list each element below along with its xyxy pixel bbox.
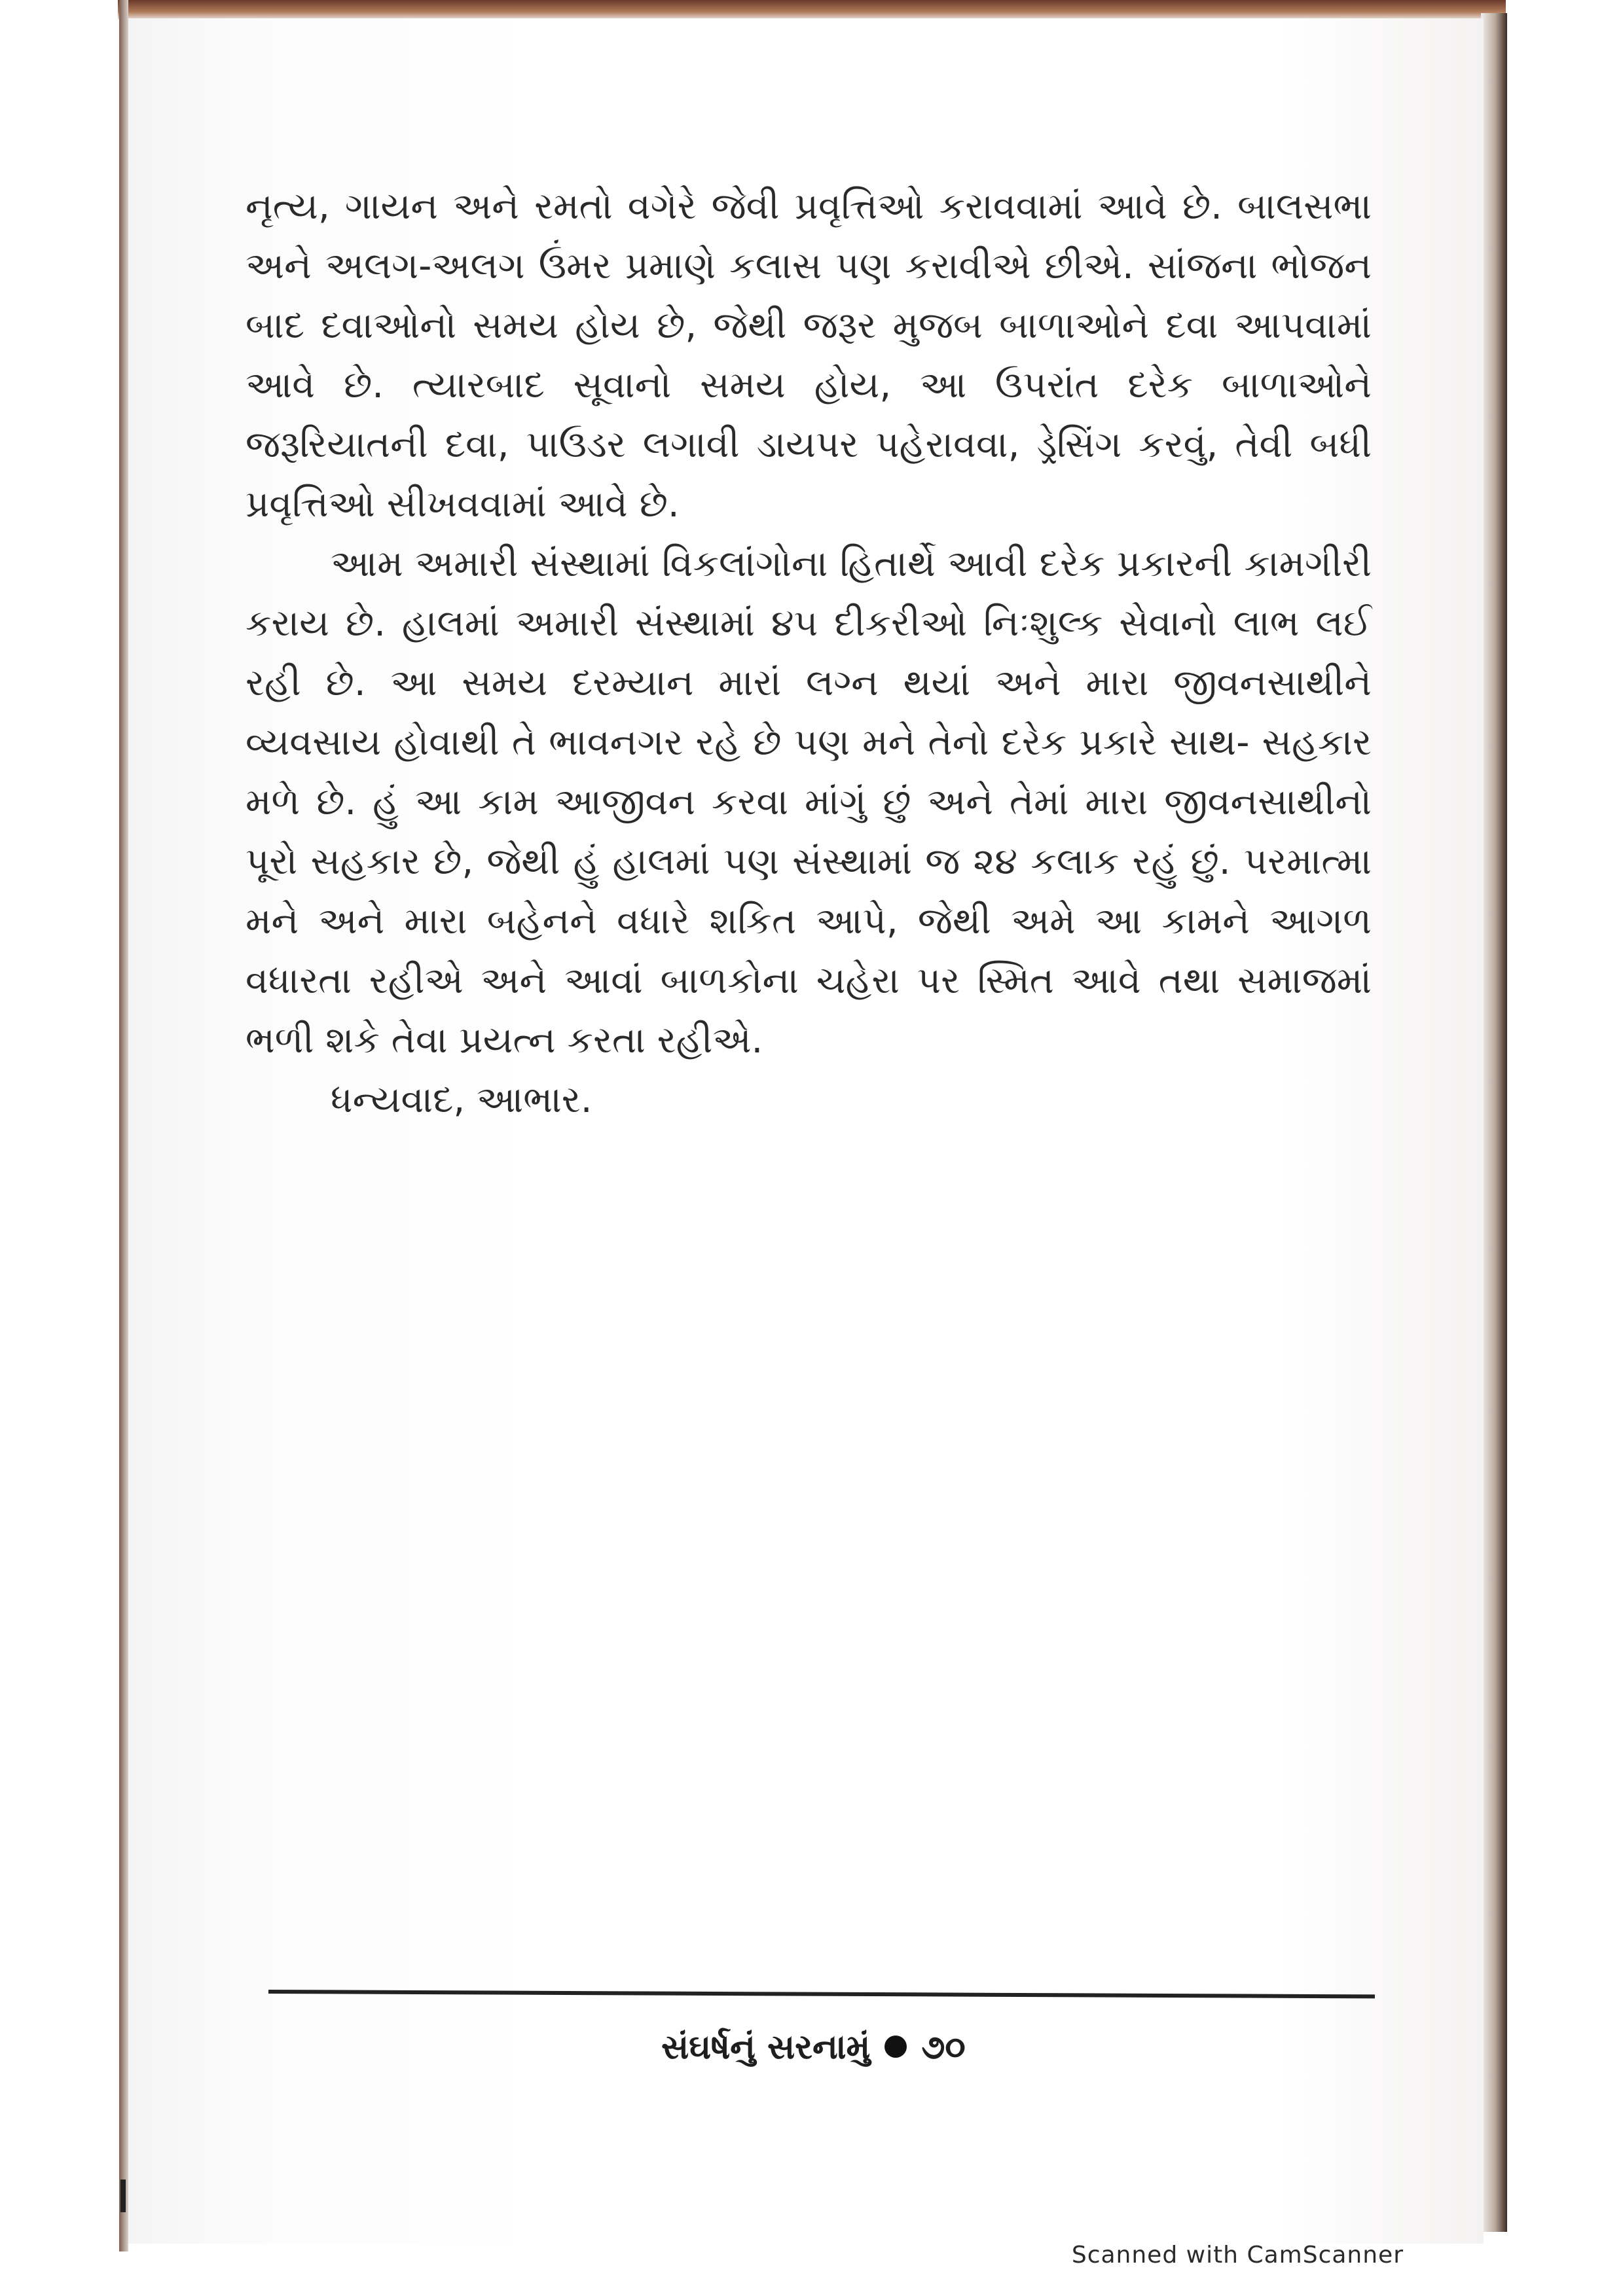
page-footer [661, 2028, 966, 2068]
book-right-edge [1481, 13, 1507, 2232]
scanner-watermark: Scanned with CamScanner [1071, 2242, 1404, 2269]
book-top-edge [118, 0, 1506, 20]
paragraph-thanks: ધન્યવાદ, આભાર. [331, 1079, 593, 1121]
paragraph-activities: નૃત્ય, ગાયન અને રમતો વગેરે જેવી પ્રવૃત્તિઓ કરાવવામાં આવે છે. બાલસભા અને અલગ-અલગ ઉંમર પ્રમાણે કલાસ પણ કરાવીએ છીએ. સાંજના ભોજન બાદ દવાઓનો સમય હોય છે, જેથી જરૂર મુજબ બાળાઓને દવા આપવામાં આવે છે. ત્યારબાદ સૂવાનો સમય હોય, આ ઉપરાંત દરેક બાળાઓને જરૂરિયાતની દવા, પાઉડર લગાવી ડાયપર પહેરાવવા, ડ્રેસિંગ કરવું, તેવી બધી પ્રવૃત્તિઓ સીખવવામાં આવે છે. [246, 185, 1372, 526]
page-number: ૭૦ [921, 2028, 966, 2067]
bullet-icon [884, 2036, 907, 2058]
body-text [246, 177, 1372, 1130]
scan-margin-mark [120, 2179, 126, 2212]
book-title: સંઘર્ષનું સરનામું [661, 2028, 871, 2067]
book-left-edge [119, 0, 128, 2251]
paragraph-institution-work: આમ અમારી સંસ્થામાં વિકલાંગોના હિતાર્થે આવી દરેક પ્રકારની કામગીરી કરાય છે. હાલમાં અમારી સંસ્થામાં ૪૫ દીકરીઓ નિઃશુલ્ક સેવાનો લાભ લઈ રહી છે. આ સમય દરમ્યાન મારાં લગ્ન થયાં અને મારા જીવનસાથીને વ્યવસાય હોવાથી તે ભાવનગર રહે છે પણ મને તેનો દરેક પ્રકારે સાથ- સહકાર મળે છે. હું આ કામ આજીવન કરવા માંગું છું અને તેમાં મારા જીવનસાથીનો પૂરો સહકાર છે, જેથી હું હાલમાં પણ સંસ્થામાં જ ૨૪ કલાક રહું છું. પરમાત્મા મને અને મારા બહેનને વધારે શકિત આપે, જેથી અમે આ કામને આગળ વધારતા રહીએ અને આવાં બાળકોના ચહેરા પર સ્મિત આવે તથા સમાજમાં ભળી શકે તેવા પ્રયત્ન કરતા રહીએ. [246, 543, 1372, 1062]
